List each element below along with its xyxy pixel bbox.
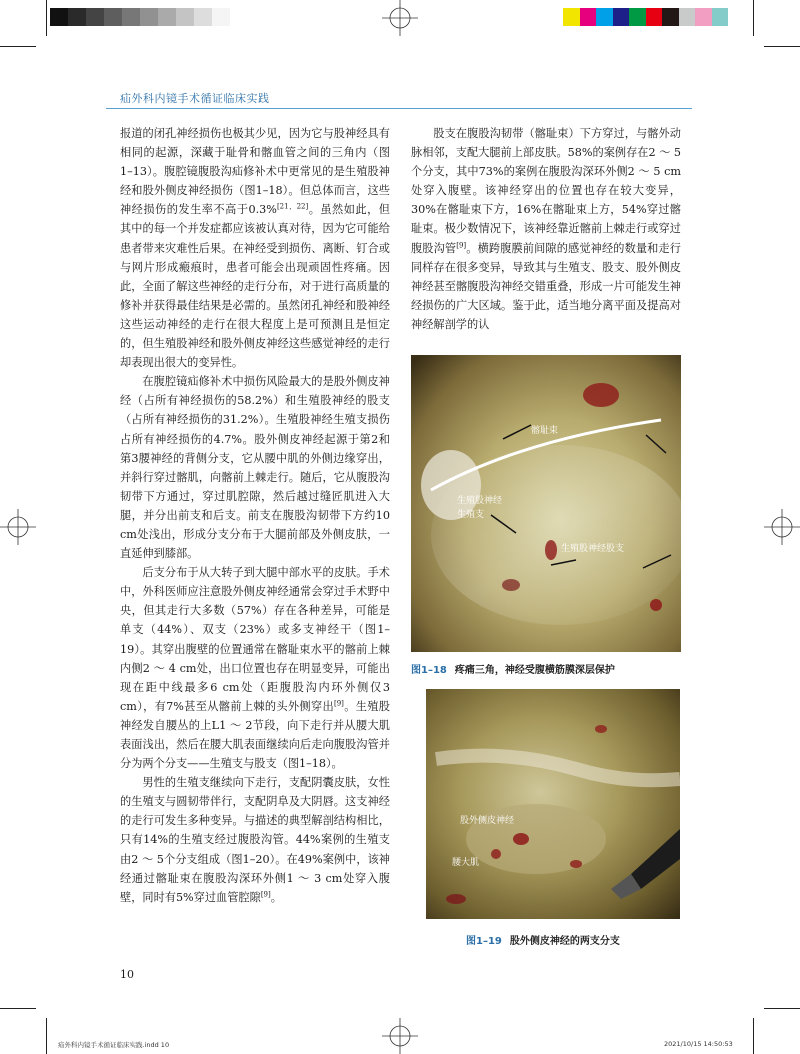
figure-1-18-number: 图1–18 bbox=[411, 665, 447, 676]
color-calibration-bar bbox=[563, 8, 745, 26]
color-swatch bbox=[86, 8, 104, 26]
page-number: 10 bbox=[120, 968, 134, 981]
figure-1-19-caption-text: 股外侧皮神经的两支分支 bbox=[509, 936, 620, 947]
gray-scale-bar bbox=[50, 8, 230, 26]
color-swatch bbox=[50, 8, 68, 26]
color-swatch bbox=[176, 8, 194, 26]
body-paragraph bbox=[411, 124, 681, 334]
crop-mark bbox=[753, 0, 754, 36]
color-swatch bbox=[580, 8, 597, 26]
registration-mark-left bbox=[0, 509, 36, 545]
color-swatch bbox=[646, 8, 663, 26]
footer-timestamp: 2021/10/15 14:50:53 bbox=[664, 1040, 733, 1048]
color-swatch bbox=[728, 8, 745, 26]
citation-superscript: [9] bbox=[333, 699, 344, 708]
color-swatch bbox=[679, 8, 696, 26]
figure-1-19-number: 图1–19 bbox=[466, 936, 502, 947]
paragraph-text-continued: 。横跨腹膜前间隙的感觉神经的数量和走行同样存在很多变异，导致其与生殖支、股支、股外侧皮神经甚至髂腹股沟神经交错重叠，形成一片可能发生神经损伤的广大区域。鉴于此，适当地分离平面及提高对神经解剖学的认 bbox=[411, 241, 681, 331]
label-iliopubic-tract: 髂耻束 bbox=[531, 426, 559, 436]
figure-1-19-caption bbox=[466, 932, 726, 947]
crop-mark bbox=[764, 1008, 800, 1009]
crop-mark bbox=[46, 1018, 47, 1054]
crop-mark bbox=[0, 1008, 36, 1009]
paragraph-text-continued: 。生殖股神经发自腰丛的上L1 ～ 2节段，向下走行并从腰大肌表面浅出，然后在腰大肌表面继续向后走向腹股沟管并分为两个分支——生殖支与股支（图1–18）。 bbox=[120, 699, 390, 771]
paragraph-text: 报道的闭孔神经损伤也极其少见，因为它与股神经具有相同的起源，深藏于耻骨和髂血管之间的三角内（图1–13）。腹腔镜腹股沟疝修补术中更常见的是生殖股神经和股外侧皮神经损伤（图1–18）。但总体而言，这些神经损伤的发生率不高于0.3% bbox=[120, 127, 390, 217]
color-swatch bbox=[563, 8, 580, 26]
color-swatch bbox=[212, 8, 230, 26]
figure-1-19-photo bbox=[426, 689, 680, 919]
color-swatch bbox=[140, 8, 158, 26]
left-text-column bbox=[120, 124, 390, 907]
registration-mark-right bbox=[764, 509, 800, 545]
registration-mark-bottom bbox=[382, 1018, 418, 1054]
crop-mark bbox=[753, 1018, 754, 1054]
figure-1-18-caption bbox=[411, 661, 711, 676]
label-genital-branch: 生殖支 bbox=[457, 510, 485, 520]
color-swatch bbox=[158, 8, 176, 26]
color-swatch bbox=[695, 8, 712, 26]
label-genitofemoral-nerve: 生殖股神经 bbox=[457, 496, 503, 506]
citation-superscript: [21，22] bbox=[276, 202, 309, 211]
citation-superscript: [9] bbox=[456, 240, 467, 249]
crop-mark bbox=[764, 46, 800, 47]
paragraph-text-continued: 。虽然如此，但其中的每一个并发症都应该被认真对待，因为它可能给患者带来灾难性后果。在神经受到损伤、离断、钉合或与网片形成瘢痕时，患者可能会出现顽固性疼痛。因此，全面了解这些神经的走行分布，对于进行高质量的修补并获得最佳结果是必需的。虽然闭孔神经和股神经这些运动神经的走行在很大程度上是可预测且是恒定的，但生殖股神经和股外侧皮神经这些感觉神经的走行却表现出很大的变异性。 bbox=[120, 203, 390, 370]
figure-1-18-photo bbox=[411, 355, 681, 652]
paragraph-text: 后支分布于从大转子到大腿中部水平的皮肤。手术中，外科医师应注意股外侧皮神经通常会穿过手术野中央，但其走行大多数（57%）存在各种差异，可能是单支（44%）、双支（23%）或多支神经干（图1–19）。其穿出腹壁的位置通常在髂耻束水平的髂前上棘内侧2 ～ 4 cm处，出口位置也存在明显变异，可能出现在距中线最多6 cm处（距腹股沟内环外侧仅3 cm），有7%甚至从髂前上棘的头外侧穿出 bbox=[120, 566, 390, 713]
paragraph-text-continued: 。 bbox=[270, 890, 282, 904]
body-paragraph bbox=[120, 563, 390, 773]
paragraph-text: 在腹腔镜疝修补术中损伤风险最大的是股外侧皮神经（占所有神经损伤的58.2%）和生殖股神经的股支（占所有神经损伤的31.2%）。生殖股神经生殖支损伤占所有神经损伤的4.7%。股外侧皮神经起源于第2和第3腰神经的背侧分支，它从腰中肌的外侧边缘穿出，并斜行穿过髂肌，向髂前上棘走行。随后，它从腹股沟韧带下方通过，穿过肌腔隙，然后越过缝匠肌进入大腿，并分出前支和后支。前支在腹股沟韧带下方约10 cm处浅出，形成分支分布于大腿前部及外侧皮肤，一直延伸到膝部。 bbox=[120, 375, 390, 561]
header-rule bbox=[106, 108, 692, 109]
registration-mark-top bbox=[382, 0, 418, 36]
color-swatch bbox=[712, 8, 729, 26]
label-psoas-major: 腰大肌 bbox=[452, 858, 480, 868]
label-femoral-branch: 生殖股神经股支 bbox=[561, 544, 625, 554]
color-swatch bbox=[194, 8, 212, 26]
color-swatch bbox=[613, 8, 630, 26]
color-swatch bbox=[629, 8, 646, 26]
body-paragraph bbox=[120, 773, 390, 907]
paragraph-text: 股支在腹股沟韧带（髂耻束）下方穿过，与髂外动脉相邻，支配大腿前上部皮肤。58%的案例存在2 ～ 5个分支，其中73%的案例在腹股沟深环外侧2 ～ 5 cm处穿入腹壁。该神经穿出的位置也存在较大变异，30%在髂耻束下方，16%在髂耻束上方，54%穿过髂耻束。极少数情况下，该神经靠近髂前上棘走行或穿过腹股沟管 bbox=[411, 127, 681, 255]
laparoscopic-image-1-18 bbox=[411, 355, 681, 652]
figure-1-18-caption-text: 疼痛三角，神经受腹横筋膜深层保护 bbox=[454, 665, 615, 676]
color-swatch bbox=[596, 8, 613, 26]
crop-mark bbox=[0, 46, 36, 47]
label-lateral-femoral-cutaneous-nerve: 股外侧皮神经 bbox=[460, 816, 515, 826]
body-paragraph bbox=[120, 372, 390, 563]
color-swatch bbox=[122, 8, 140, 26]
citation-superscript: [9] bbox=[260, 890, 271, 899]
right-text-column bbox=[411, 124, 681, 334]
laparoscopic-image-1-19 bbox=[426, 689, 680, 919]
body-paragraph bbox=[120, 124, 390, 372]
color-swatch bbox=[662, 8, 679, 26]
footer-filename: 疝外科内镜手术循证临床实践.indd 10 bbox=[58, 1041, 170, 1049]
crop-mark bbox=[46, 0, 47, 36]
running-head: 疝外科内镜手术循证临床实践 bbox=[120, 92, 270, 105]
color-swatch bbox=[68, 8, 86, 26]
paragraph-text: 男性的生殖支继续向下走行，支配阴囊皮肤，女性的生殖支与圆韧带伴行，支配阴阜及大阴唇。这支神经的走行可发生多种变异。与描述的典型解剖结构相比，只有14%的生殖支经过腹股沟管。44%案例的生殖支由2 ～ 5个分支组成（图1–20）。在49%案例中，该神经通过髂耻束在腹股沟深环外侧1 ～ 3 cm处穿入腹壁，同时有5%穿过血管腔隙 bbox=[120, 776, 390, 904]
color-swatch bbox=[104, 8, 122, 26]
